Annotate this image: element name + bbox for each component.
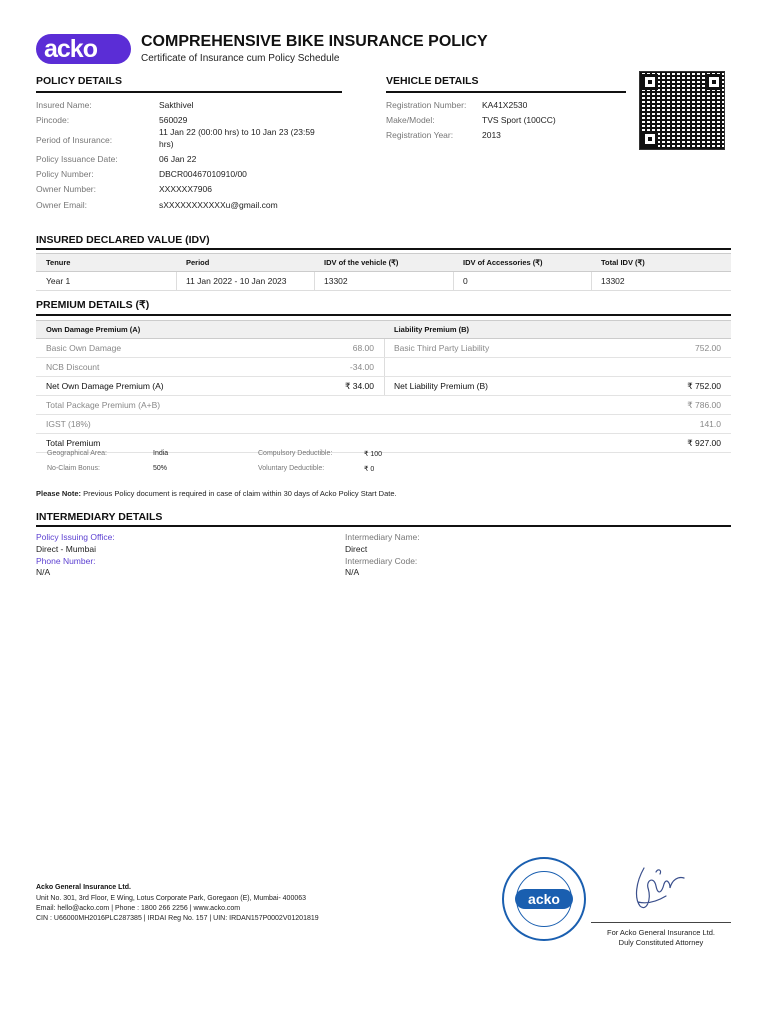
issuing-office-value: Direct - Mumbai	[36, 544, 96, 554]
phone-number-label: Phone Number:	[36, 556, 96, 566]
basic-tp-value: 752.00	[695, 343, 721, 353]
idv-col-total: Total IDV (₹)	[601, 258, 645, 267]
cell-divider	[384, 358, 385, 376]
net-liability-value: ₹ 752.00	[687, 381, 721, 391]
premium-col-liability: Liability Premium (B)	[394, 325, 470, 334]
cell-divider	[453, 272, 454, 290]
idv-col-tenure: Tenure	[46, 258, 71, 267]
geo-area-label: Geographical Area:	[47, 450, 107, 457]
table-row	[36, 339, 731, 358]
idv-col-period: Period	[186, 258, 210, 267]
footer-contact: Email: hello@acko.com | Phone : 1800 266 2256 | www.acko.com	[36, 905, 241, 912]
premium-table-header	[36, 320, 731, 339]
total-premium-label: Total Premium	[46, 438, 101, 448]
premium-col-own-damage: Own Damage Premium (A)	[46, 325, 141, 334]
issuance-date-label: Policy Issuance Date:	[36, 154, 118, 164]
owner-email-label: Owner Email:	[36, 200, 88, 210]
policy-number-value: DBCR00467010910/00	[159, 169, 247, 179]
idv-col-accessories: IDV of Accessories (₹)	[463, 258, 543, 267]
footer-address: Unit No. 301, 3rd Floor, E Wing, Lotus Corporate Park, Goregaon (E), Mumbai- 400063	[36, 895, 307, 902]
intermediary-code-value: N/A	[345, 567, 360, 577]
owner-number-label: Owner Number:	[36, 184, 96, 194]
page-title: COMPREHENSIVE BIKE INSURANCE POLICY	[141, 33, 488, 50]
note-label: Please Note:	[36, 489, 82, 498]
intermediary-name-value: Direct	[345, 544, 368, 554]
registration-number-label: Registration Number:	[386, 100, 467, 110]
cell-divider	[591, 272, 592, 290]
policy-number-label: Policy Number:	[36, 169, 94, 179]
idv-accessories: 0	[463, 276, 468, 286]
insured-name-value: Sakthivel	[159, 100, 194, 110]
ncb-value: 50%	[153, 465, 168, 472]
vehicle-details-heading: VEHICLE DETAILS	[386, 75, 479, 87]
registration-number-value: KA41X2530	[482, 100, 528, 110]
premium-table	[36, 320, 731, 453]
logo-text: acko	[44, 35, 97, 63]
compulsory-deductible-label: Compulsory Deductible:	[258, 450, 333, 457]
ncb-discount-label: NCB Discount	[46, 362, 100, 372]
signature-line	[591, 922, 731, 923]
cell-divider	[314, 272, 315, 290]
note	[36, 489, 397, 498]
cell-divider	[384, 377, 385, 395]
idv-vehicle: 13302	[324, 276, 348, 286]
page-subtitle: Certificate of Insurance cum Policy Schedule	[141, 53, 340, 64]
compulsory-deductible-value: ₹ 100	[364, 451, 383, 458]
ncb-label: No-Claim Bonus:	[47, 465, 100, 472]
phone-number-value: N/A	[36, 567, 51, 577]
basic-own-damage-label: Basic Own Damage	[46, 343, 122, 353]
policy-details-rule	[36, 91, 342, 93]
insured-name-label: Insured Name:	[36, 100, 92, 110]
owner-number-value: XXXXXX7906	[159, 184, 212, 194]
intermediary-code-label: Intermediary Code:	[345, 556, 418, 566]
qr-finder-bottom-left	[642, 131, 658, 147]
idv-period: 11 Jan 2022 - 10 Jan 2023	[186, 276, 287, 286]
pincode-label: Pincode:	[36, 115, 70, 125]
cell-divider	[176, 272, 177, 290]
igst-value: 141.0	[699, 419, 721, 429]
signature-icon	[626, 862, 696, 914]
company-seal	[502, 857, 586, 941]
policy-details-heading: POLICY DETAILS	[36, 75, 122, 87]
sign-for: For Acko General Insurance Ltd.	[607, 928, 715, 937]
intermediary-name-label: Intermediary Name:	[345, 532, 420, 542]
premium-heading: PREMIUM DETAILS (₹)	[36, 299, 150, 311]
cell-divider	[384, 339, 385, 357]
table-row	[36, 358, 731, 377]
note-text: Previous Policy document is required in case of claim within 30 days of Acko Policy Start Date.	[81, 489, 397, 498]
voluntary-deductible-value: ₹ 0	[364, 466, 375, 473]
total-package-label: Total Package Premium (A+B)	[46, 400, 161, 410]
basic-own-damage-value: 68.00	[352, 343, 374, 353]
vehicle-details-rule	[386, 91, 626, 93]
voluntary-deductible-label: Voluntary Deductible:	[258, 465, 325, 472]
net-own-damage-value: ₹ 34.00	[344, 381, 374, 391]
qr-finder-top-left	[642, 74, 658, 90]
qr-code	[639, 71, 725, 150]
issuance-date-value: 06 Jan 22	[159, 154, 197, 164]
idv-table	[36, 253, 731, 291]
geo-area-value: India	[153, 450, 169, 457]
registration-year-label: Registration Year:	[386, 130, 454, 140]
idv-tenure: Year 1	[46, 276, 71, 286]
intermediary-heading: INTERMEDIARY DETAILS	[36, 511, 163, 523]
premium-rule	[36, 314, 731, 316]
table-row	[36, 377, 731, 396]
registration-year-value: 2013	[482, 130, 501, 140]
table-row	[36, 434, 731, 453]
idv-total: 13302	[601, 276, 625, 286]
table-row	[36, 396, 731, 415]
pincode-value: 560029	[159, 115, 188, 125]
idv-table-header	[36, 253, 731, 272]
igst-label: IGST (18%)	[46, 419, 91, 429]
acko-logo	[36, 34, 131, 64]
total-premium-value: ₹ 927.00	[687, 438, 721, 448]
basic-tp-label: Basic Third Party Liability	[394, 343, 490, 353]
footer-cin: CIN : U66000MH2016PLC287385 | IRDAI Reg No. 157 | UIN: IRDAN157P0002V01201819	[36, 915, 319, 922]
total-package-value: ₹ 786.00	[687, 400, 721, 410]
intermediary-rule	[36, 525, 731, 527]
period-value: 11 Jan 22 (00:00 hrs) to 10 Jan 23 (23:59	[159, 127, 315, 137]
ncb-discount-value: -34.00	[349, 362, 374, 372]
make-model-label: Make/Model:	[386, 115, 435, 125]
seal-logo: acko	[515, 889, 573, 909]
idv-col-vehicle: IDV of the vehicle (₹)	[324, 258, 399, 267]
idv-rule	[36, 248, 731, 250]
footer-company: Acko General Insurance Ltd.	[36, 884, 131, 891]
net-liability-label: Net Liability Premium (B)	[394, 381, 488, 391]
idv-heading: INSURED DECLARED VALUE (IDV)	[36, 234, 210, 246]
table-row	[36, 415, 731, 434]
issuing-office-label: Policy Issuing Office:	[36, 532, 115, 542]
sign-role: Duly Constituted Attorney	[618, 938, 704, 947]
qr-finder-top-right	[706, 74, 722, 90]
make-model-value: TVS Sport (100CC)	[482, 115, 556, 125]
net-own-damage-label: Net Own Damage Premium (A)	[46, 381, 164, 391]
period-value-cont: hrs)	[159, 139, 174, 149]
owner-email-value: sXXXXXXXXXXXu@gmail.com	[159, 200, 278, 210]
period-label: Period of Insurance:	[36, 135, 113, 145]
table-row	[36, 272, 731, 291]
